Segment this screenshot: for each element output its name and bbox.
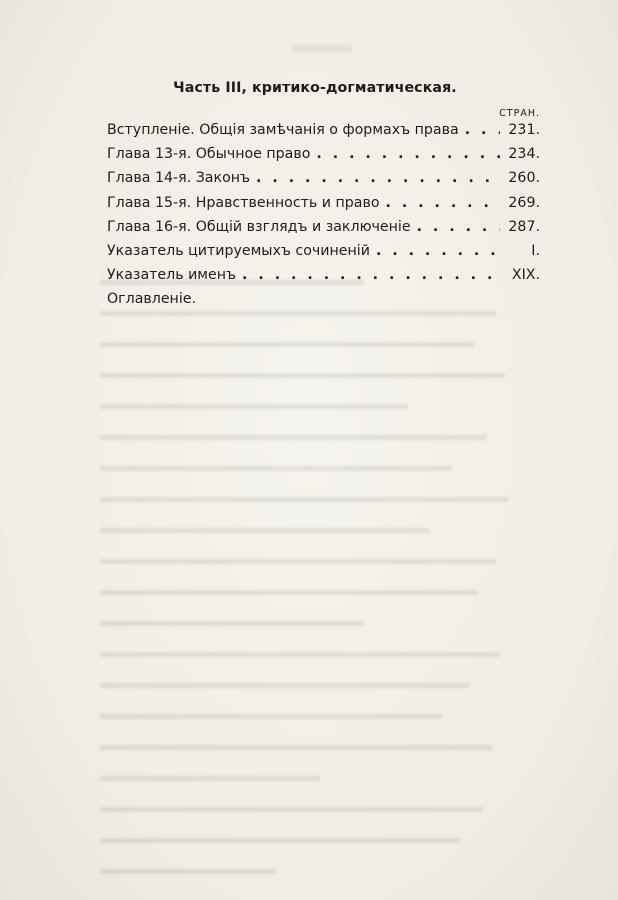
toc-page-number: 260. — [508, 170, 540, 187]
show-through-header — [292, 45, 352, 53]
dot-leader — [256, 170, 500, 186]
dot-leader — [417, 219, 500, 235]
toc-entry: Указатель именъ — [107, 267, 237, 284]
dot-leader — [386, 195, 500, 211]
toc-entry: Вступленіе. Общія замѣчанія о формахъ права — [107, 122, 459, 138]
toc-entry: Глава 13-я. Обычное право — [107, 146, 311, 163]
table-of-contents — [107, 122, 540, 316]
toc-page-number: I. — [531, 242, 540, 259]
section-title: Часть III, критико-догматическая. — [173, 80, 457, 96]
toc-row — [107, 146, 540, 170]
page-column-label: СТРАН. — [499, 108, 540, 119]
toc-entry: Оглавленіе. — [107, 291, 196, 308]
toc-entry: Глава 14-я. Законъ — [107, 170, 251, 187]
dot-leader — [242, 267, 500, 283]
toc-page-number: 287. — [508, 218, 540, 235]
toc-page-number: 234. — [508, 146, 540, 163]
dot-leader — [316, 146, 500, 162]
toc-row — [107, 267, 540, 291]
toc-row — [107, 243, 540, 267]
toc-row — [107, 195, 540, 219]
toc-page-number: XIX. — [511, 267, 540, 284]
toc-entry: Глава 15-я. Нравственность и право — [107, 194, 380, 211]
dot-leader — [376, 243, 500, 259]
toc-row — [107, 170, 540, 194]
toc-entry: Глава 16-я. Общій взглядъ и заключеніе — [107, 218, 411, 235]
toc-row — [107, 219, 540, 243]
dot-leader — [465, 122, 500, 138]
toc-page-number: 231. — [508, 122, 540, 138]
toc-entry: Указатель цитируемыхъ сочиненій — [107, 242, 370, 259]
toc-row — [107, 122, 540, 146]
toc-row — [107, 291, 540, 315]
show-through-text — [100, 280, 540, 880]
toc-page-number: 269. — [508, 194, 540, 211]
